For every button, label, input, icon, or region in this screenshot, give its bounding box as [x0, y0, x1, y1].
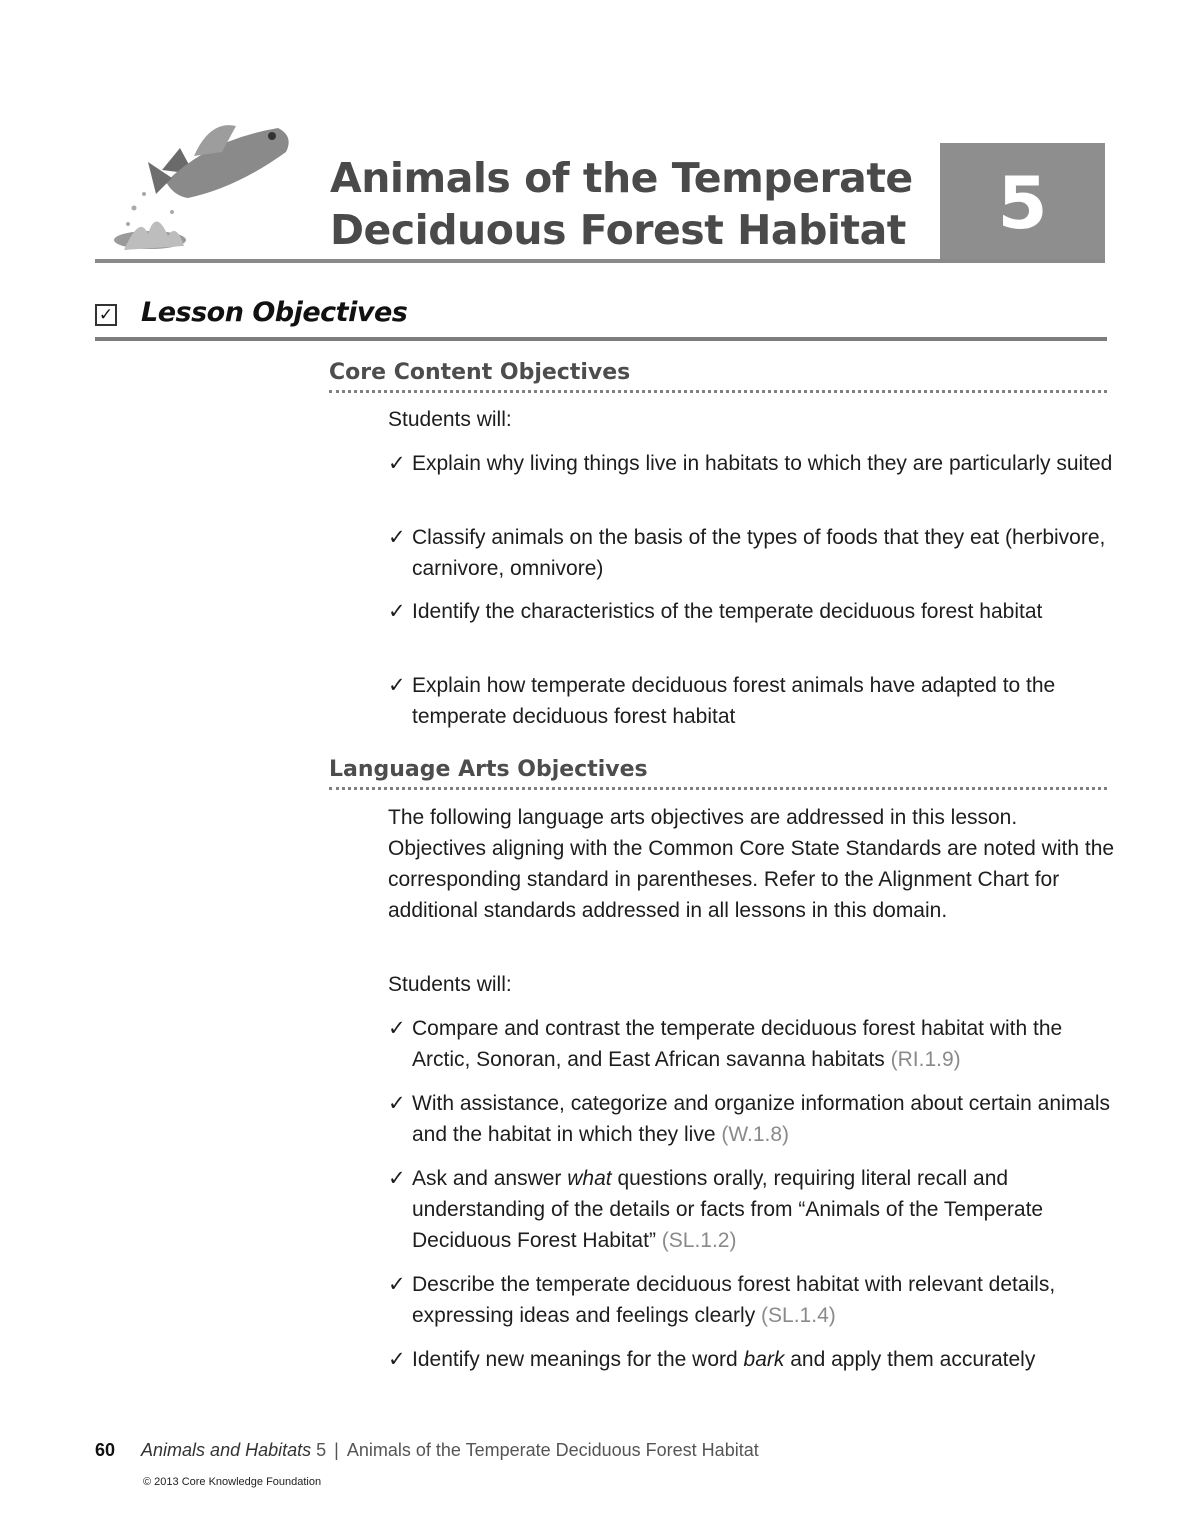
lesson-objectives-header	[95, 297, 1107, 341]
core-objective-3: ✓ Identify the characteristics of the temperate deciduous forest habitat	[388, 596, 1118, 627]
book-number: 5	[316, 1440, 327, 1460]
core-objective-2: ✓ Classify animals on the basis of the types of foods that they eat (herbivore, carnivore, omnivore)	[388, 522, 1118, 584]
language-objective-5: ✓ Identify new meanings for the word bark and apply them accurately	[388, 1344, 1118, 1375]
lesson-title	[330, 152, 940, 256]
footer-section-title: Animals of the Temperate Deciduous Forest Habitat	[346, 1440, 759, 1460]
copyright-notice: © 2013 Core Knowledge Foundation	[143, 1476, 322, 1488]
checkmark-icon: ✓	[388, 1273, 406, 1296]
language-arts-intro: Students will:	[388, 973, 512, 996]
core-objective-4: ✓ Explain how temperate deciduous forest animals have adapted to the temperate deciduous forest habitat	[388, 670, 1118, 732]
header-rule	[95, 259, 1105, 263]
core-content-heading: Core Content Objectives	[329, 360, 1107, 393]
leaping-fish-illustration	[110, 112, 300, 260]
page-number: 60	[95, 1440, 116, 1460]
lesson-title-line-1: Animals of the Temperate	[330, 154, 913, 202]
language-arts-heading: Language Arts Objectives	[329, 757, 1107, 790]
checkmark-icon: ✓	[388, 452, 406, 475]
book-title: Animals and Habitats	[141, 1440, 312, 1460]
checkmark-icon: ✓	[388, 1167, 406, 1190]
language-arts-paragraph: The following language arts objectives are addressed in this lesson. Objectives aligning with the Common Core State Standards are noted with the corresponding standard in parentheses. Refer to the Alignment Chart for additional standards addressed in all lessons in this domain.	[388, 806, 1115, 922]
checkmark-icon: ✓	[388, 600, 406, 623]
language-objective-4: ✓ Describe the temperate deciduous forest habitat with relevant details, expressing ideas and feelings clearly (SL.1.4)	[388, 1269, 1118, 1331]
page-footer	[95, 1440, 759, 1461]
language-objective-3: ✓ Ask and answer what questions orally, requiring literal recall and understanding of the details or facts from “Animals of the Temperate Deciduous Forest Habitat” (SL.1.2)	[388, 1163, 1118, 1256]
checkmark-icon: ✓	[388, 526, 406, 549]
core-intro: Students will:	[388, 408, 512, 431]
standard-code: (SL.1.2)	[661, 1229, 737, 1252]
checkmark-icon: ✓	[388, 1092, 406, 1115]
standard-code: (SL.1.4)	[761, 1304, 836, 1327]
lesson-number-badge: 5	[940, 143, 1105, 263]
checkmark-icon: ✓	[388, 674, 406, 697]
language-objective-1: ✓ Compare and contrast the temperate deciduous forest habitat with the Arctic, Sonoran, and East African savanna habitats (RI.1.9)	[388, 1013, 1118, 1075]
lesson-objectives-heading: Lesson Objectives	[141, 297, 408, 328]
core-objective-1: ✓ Explain why living things live in habitats to which they are particularly suited	[388, 448, 1118, 479]
lesson-title-line-2: Deciduous Forest Habitat	[330, 206, 906, 254]
footer-separator: |	[334, 1440, 339, 1460]
checkbox-icon: ✓	[95, 304, 117, 326]
standard-code: (RI.1.9)	[890, 1048, 961, 1071]
language-objective-2: ✓ With assistance, categorize and organize information about certain animals and the habitat in which they live (W.1.8)	[388, 1088, 1118, 1150]
standard-code: (W.1.8)	[721, 1123, 790, 1146]
checkmark-icon: ✓	[388, 1348, 406, 1371]
checkmark-icon: ✓	[388, 1017, 406, 1040]
